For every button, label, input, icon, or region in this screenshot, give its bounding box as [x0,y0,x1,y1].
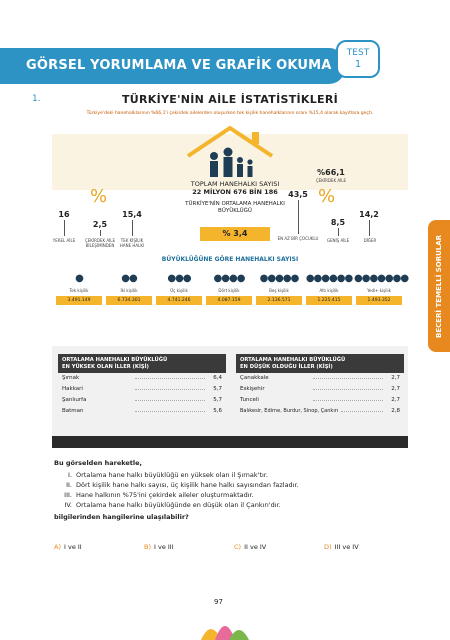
test-badge-number: 1 [354,59,362,70]
province-value: 2,7 [391,397,400,403]
percent-icon: % [318,186,336,207]
table-row [236,384,404,395]
question-ask: bilgilerinden hangilerine ulaşılabilir? [54,513,189,521]
average-label: TÜRKİYE'NİN ORTALAMA HANEHALKI BÜYÜKLÜĞÜ [185,201,285,214]
table-lowest [236,354,404,417]
answer-option-c[interactable] [234,543,324,551]
table-row [236,406,404,417]
stat-left-label: YEREL AİLE [52,238,76,243]
province-name: Balıkesir, Edirne, Burdur, Sinop, Çankırı [240,408,339,414]
household-size-item [254,270,304,305]
table-row [236,373,404,384]
person-icon: ●●●●●● [305,273,353,284]
province-value: 5,7 [213,386,222,392]
option-text: I ve II [63,543,82,551]
household-size-value: 3.491.149 [56,296,102,305]
province-name: Şırnak [62,375,80,381]
option-letter: A) [54,543,61,551]
person-icon: ●●● [167,273,191,284]
statement [54,490,414,500]
stat-right-value: %66,1 [317,168,345,177]
option-text: II ve IV [244,543,267,551]
household-size-value: 4.741.246 [156,296,202,305]
infographic [52,90,408,448]
house-icon [180,122,280,182]
household-size-title: BÜYÜKLÜĞÜNE GÖRE HANEHALKI SAYISI [161,256,299,263]
test-badge-label: TEST [346,48,370,58]
table-row [58,373,226,384]
table-row [58,406,226,417]
stat-left-value: 15,4 [122,210,142,219]
province-tables [52,346,408,448]
province-value: 5,7 [213,397,222,403]
statement-roman: II. [66,481,72,489]
household-size-item [304,270,354,305]
person-icon: ● [75,273,83,284]
person-icon: ●●●●●●● [354,273,409,284]
household-size-label: İki kişilik [120,288,138,293]
table-lowest-header [236,354,404,373]
answer-options [54,543,414,551]
stat-stem [132,220,133,236]
stat-stem [64,220,65,236]
infographic-subtitle: Türkiye'deki hanehalklarının %66,1'i çekirdek ailelerden oluşurken tek kişilik hanehalklarının oranı %15,4 olarak kayıtlara geçtı. [86,111,374,116]
province-value: 2,7 [391,375,400,381]
household-size-row [54,270,409,305]
question-intro: Bu görselden hareketle, [54,459,143,467]
province-name: Hakkari [62,386,83,392]
statement-roman: IV. [64,501,72,509]
household-size-label: Dört kişilik [218,288,240,293]
person-icon: ●● [121,273,137,284]
table-row [58,395,226,406]
stat-right-value: 14,2 [359,210,379,219]
table-highest-title-1: ORTALAMA HANEHALKI BÜYÜKLÜĞÜ [62,357,168,363]
household-size-label: Beş kişilik [269,288,289,293]
stat-right-value: 43,5 [288,190,308,199]
statement [54,470,414,480]
person-icon: ●●●● [213,273,245,284]
question-number: 1. [32,94,41,104]
stat-right-label: DİĞER [363,238,377,243]
province-name: Çanakkale [240,375,269,381]
statement [54,500,414,510]
total-label: TOPLAM HANEHALKI SAYISI [190,180,280,188]
statement [54,480,414,490]
stat-right-label: ÇEKİRDEK AİLE [315,178,347,183]
province-value: 2,7 [391,386,400,392]
household-size-item [354,270,409,305]
household-size-label: Altı kişilik [319,288,339,293]
decoration-icon [195,596,255,640]
household-size-label: Üç kişilik [170,288,188,293]
table-highest [58,354,226,417]
province-value: 6,4 [213,375,222,381]
household-size-value: 1.225.415 [306,296,352,305]
answer-option-a[interactable] [54,543,144,551]
test-badge [336,40,380,78]
total-value: 22 MİLYON 676 BİN 186 [192,188,278,196]
infographic-title: TÜRKİYE'NİN AİLE İSTATİSTİKLERİ [121,93,338,106]
province-name: Şanlıurfa [62,397,87,403]
stat-left-value: 2,5 [92,220,108,229]
question-text [54,456,414,524]
table-highest-title-2: EN YÜKSEK OLAN İLLER (KİŞİ) [62,363,149,370]
province-name: Eskişehir [240,386,265,392]
province-value: 2,8 [391,408,400,414]
totals-block [180,180,290,215]
person-icon: ●●●●● [259,273,299,284]
household-size-value: 4.087.159 [206,296,252,305]
stat-left-label: ÇEKİRDEK AİLE BİLEŞİMİNDEN [84,238,116,248]
option-letter: D) [324,543,332,551]
infographic-footer [52,436,408,448]
household-size-value: 2.136.571 [256,296,302,305]
household-size-value: 1.493.352 [356,296,402,305]
table-lowest-title-2: EN DÜŞÜK OLDUĞU İLLER (KİŞİ) [240,363,333,370]
side-tab-label: BECERİ TEMELLİ SORULAR [435,234,443,338]
statement-roman: I. [68,471,72,479]
stat-stem [100,230,101,236]
household-size-item [104,270,154,305]
stat-left-label: TEK KİŞİLİK HANE HALKI [119,238,145,248]
average-value: % 3,4 [200,227,270,241]
province-name: Batman [62,408,84,414]
household-size-label: Yedi+ kişilik [367,288,391,293]
stat-stem [369,220,370,236]
stat-right-label: EN AZ BİR ÇOCUKLU [277,236,319,241]
answer-option-b[interactable] [144,543,234,551]
household-size-value: 6.734.301 [106,296,152,305]
percent-icon: % [90,186,108,207]
statement-roman: III. [64,491,72,499]
statement-text: Ortalama hane halkı büyüklüğü en yüksek olan il Şırnak'tır. [76,471,268,479]
province-value: 5,6 [213,408,222,414]
household-size-item [154,270,204,305]
page-title: GÖRSEL YORUMLAMA VE GRAFİK OKUMA [26,58,332,73]
stat-right-value: 8,5 [330,218,346,227]
table-row [236,395,404,406]
statement-text: Hane halkının %75'ini çekirdek aileler oluşturmaktadır. [76,491,254,499]
stat-right-label: GENİŞ AİLE [326,238,350,243]
household-size-item [54,270,104,305]
answer-option-d[interactable] [324,543,414,551]
household-size-item [204,270,254,305]
option-text: III ve IV [334,543,359,551]
table-lowest-title-1: ORTALAMA HANEHALKI BÜYÜKLÜĞÜ [240,357,346,363]
stat-stem [298,200,299,234]
statement-text: Dört kişilik hane halkı sayısı, üç kişilik hane halkı sayısından fazladır. [76,481,299,489]
table-row [58,384,226,395]
household-size-label: Tek kişilik [69,288,89,293]
option-letter: B) [144,543,151,551]
stat-stem [338,228,339,236]
stat-left-value: 16 [58,210,70,219]
option-letter: C) [234,543,242,551]
table-highest-header [58,354,226,373]
statement-text: Ortalama hane halkı büyüklüğünde en düşük olan il Çankırı'dır. [76,501,281,509]
option-text: I ve III [154,543,174,551]
page-number: 97 [214,598,223,606]
province-name: Tunceli [240,397,259,403]
